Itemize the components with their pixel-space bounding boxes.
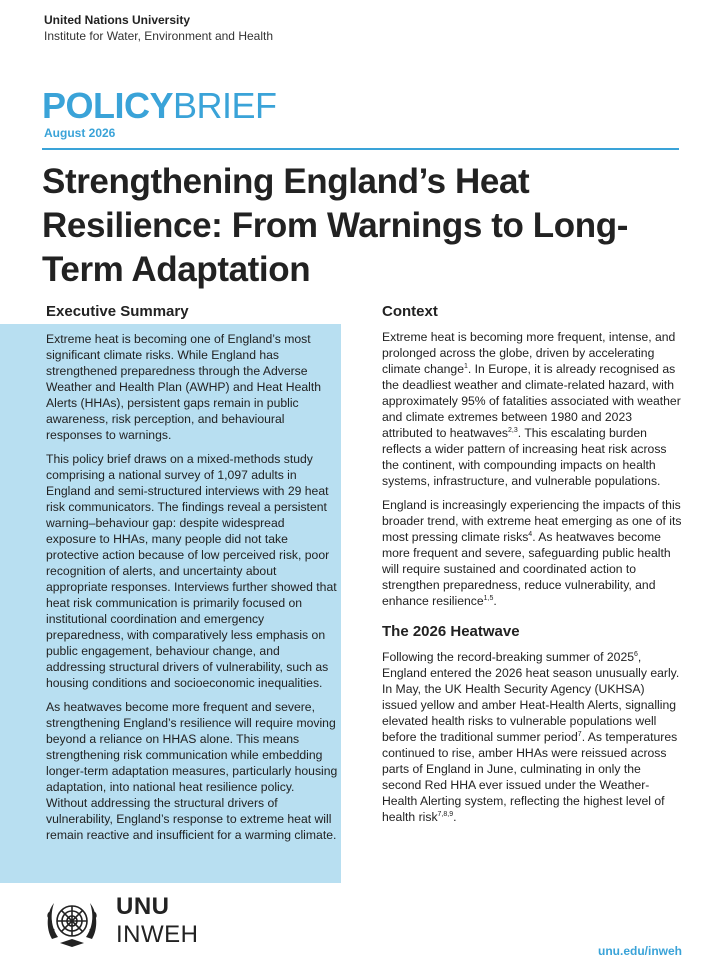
heatwave-paragraph: Following the record-breaking summer of 2025$^6$, England entered the 2026 heat season unusually early. In May, the UK Health Security Agency (UKHSA) issued yellow and amber Heat-Health Alerts, signalling elevated health risks to vulnerable populations well before the traditional summer period$^7$. As temperatures continued to rise, amber HHAs were reissued across parts of England in June, culminating in only the second Red HHA ever issued under the Weather-Health Alerting system, reflecting the highest level of health risk$^{7,8,9}$. xyxy=(382,650,680,824)
policy-brief-label xyxy=(42,86,277,126)
context-column xyxy=(382,303,682,833)
org-name: United Nations University xyxy=(44,13,191,27)
brief-word-policy: POLICY xyxy=(42,85,174,126)
logo-line-inweh: INWEH xyxy=(116,921,199,948)
page-title: Strengthening England’s Heat Resilience: From Warnings to Long-Term Adaptation xyxy=(42,162,628,289)
executive-summary-paragraph: Extreme heat is becoming one of England’s most significant climate risks. While England has strengthened preparedness through the Adverse Weather and Health Plan (AWHP) and Heat Health Alerts (HHAs), persistent gaps remain in public awareness, risk perception, and behavioural responses to warnings. xyxy=(46,332,322,442)
institute-name: Institute for Water, Environment and Health xyxy=(44,29,274,43)
context-paragraph: Extreme heat is becoming more frequent, intense, and prolonged across the globe, driven by accelerating climate change$^1$. In Europe, it is already recognised as the deadliest weather and climate-related hazard, with approximately 95% of fatalities associated with weather and climate extremes between 1980 and 2023 attributed to heatwaves$^{2,3}$. This escalating burden reflects a wider pattern of increasing heat risk across the continent, with compounding impacts on health systems, infrastructure, and vulnerable populations. xyxy=(382,330,681,488)
executive-summary-paragraph: As heatwaves become more frequent and severe, strengthening England’s resilience will require moving beyond a reliance on HHAS alone. This means strengthening risk communication while embedding longer-term adaptation measures, particularly housing adaptation, into national heat resilience policy. Without addressing the structural drivers of vulnerability, England’s response to extreme heat will remain reactive and insufficient for a warming climate. xyxy=(46,700,338,842)
unu-inweh-logo-text xyxy=(116,893,199,949)
logo-line-unu: UNU xyxy=(116,893,170,920)
executive-summary-body xyxy=(46,331,338,851)
header-divider xyxy=(42,148,679,150)
website-link[interactable]: unu.edu/inweh xyxy=(598,944,682,958)
organization-header xyxy=(44,12,273,44)
executive-summary-paragraph: This policy brief draws on a mixed-methods study comprising a national survey of 1,097 adults in England and semi-structured interviews with 29 heat risk communicators. The findings reveal a persistent warning–behaviour gap: despite widespread exposure to HHAs, many people did not take protective action because of low perceived risk, poor recognition of alerts, and uncertainty about appropriate responses. Interviews further showed that heat risk communication is primarily focused on institutional coordination and emergency preparedness, with comparatively less emphasis on public engagement, behaviour change, and addressing structural drivers of vulnerability, such as housing conditions and socioeconomic inequalities. xyxy=(46,452,337,690)
executive-summary-heading: Executive Summary xyxy=(46,303,189,320)
context-paragraph: England is increasingly experiencing the impacts of this broader trend, with extreme heat emerging as one of its most pressing climate risks$^4$. As heatwaves become more frequent and severe, safeguarding public health will require sustained and coordinated action to strengthen preparedness, reduce vulnerability, and enhance resilience$^{1,5}$. xyxy=(382,498,682,608)
heatwave-heading: The 2026 Heatwave xyxy=(382,623,520,640)
brief-word-brief: BRIEF xyxy=(173,85,277,126)
context-heading: Context xyxy=(382,303,438,320)
un-emblem-icon xyxy=(42,893,102,953)
publication-date: August 2026 xyxy=(44,126,116,140)
